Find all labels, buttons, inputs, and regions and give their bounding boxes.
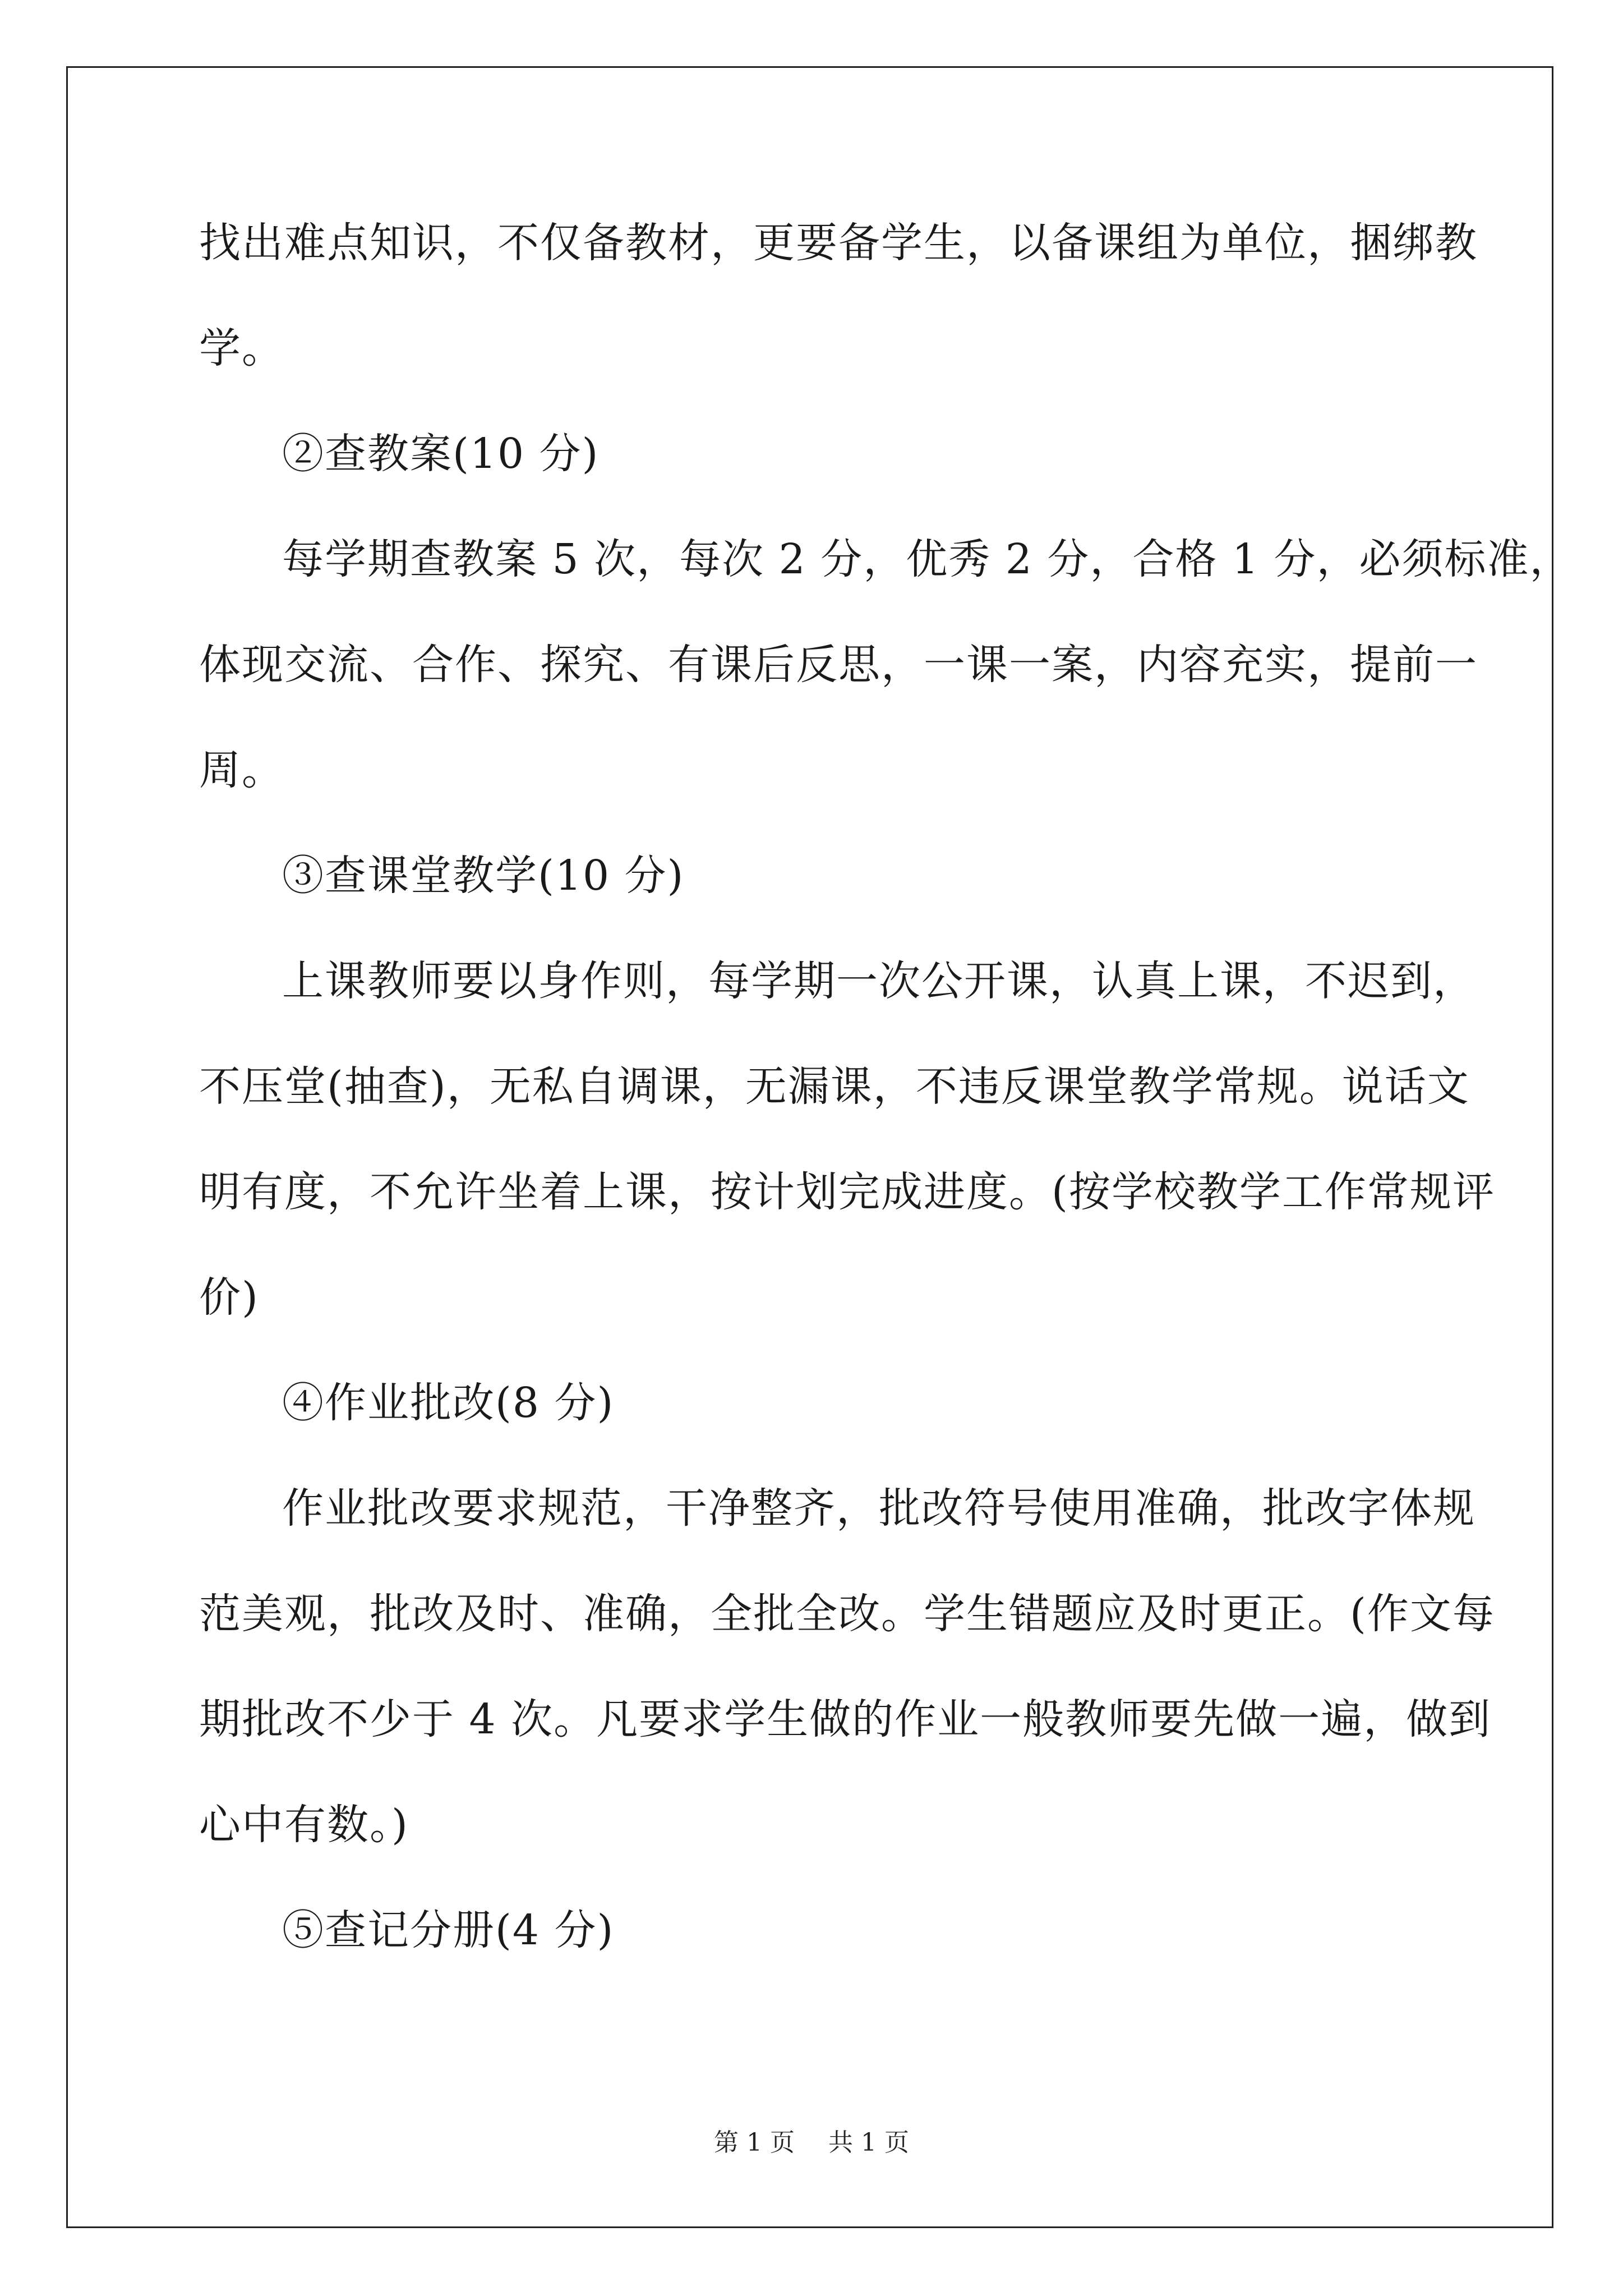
body-text-line: 价): [199, 1273, 259, 1322]
body-text-line: 找出难点知识，不仅备教材，更要备学生，以备课组为单位，捆绑教: [199, 219, 1478, 267]
body-text-line: 上课教师要以身作则，每学期一次公开课，认真上课，不迟到，: [282, 957, 1476, 1005]
section-heading: ③查课堂教学(10 分): [282, 852, 685, 900]
page-footer: [0, 2127, 1623, 2159]
body-text-line: 周。: [199, 746, 284, 794]
body-text-line: 学。: [199, 324, 284, 372]
document-body: [199, 216, 1573, 1957]
section-heading: ②查教案(10 分): [282, 430, 600, 478]
body-text-line: 明有度，不允许坐着上课，按计划完成进度。(按学校教学工作常规评: [199, 1168, 1495, 1216]
body-text-line: 心中有数。): [199, 1801, 409, 1849]
page-number-current: 第 1 页: [714, 2128, 795, 2157]
body-text-line: 不压堂(抽查)，无私自调课，无漏课，不违反课堂教学常规。说话文: [199, 1062, 1470, 1111]
body-text-line: 范美观，批改及时、准确，全批全改。学生错题应及时更正。(作文每: [199, 1590, 1495, 1638]
section-heading: ⑤查记分册(4 分): [282, 1906, 615, 1954]
body-text-line: 体现交流、合作、探究、有课后反思，一课一案，内容充实，提前一: [199, 641, 1478, 689]
body-text-line: 作业批改要求规范，干净整齐，批改符号使用准确，批改字体规: [282, 1484, 1476, 1533]
section-heading: ④作业批改(8 分): [282, 1379, 615, 1427]
body-text-line: 每学期查教案 5 次，每次 2 分，优秀 2 分，合格 1 分，必须标准，: [282, 535, 1573, 583]
page-number-total: 共 1 页: [828, 2128, 909, 2157]
body-text-line: 期批改不少于 4 次。凡要求学生做的作业一般教师要先做一遍，做到: [199, 1695, 1492, 1743]
